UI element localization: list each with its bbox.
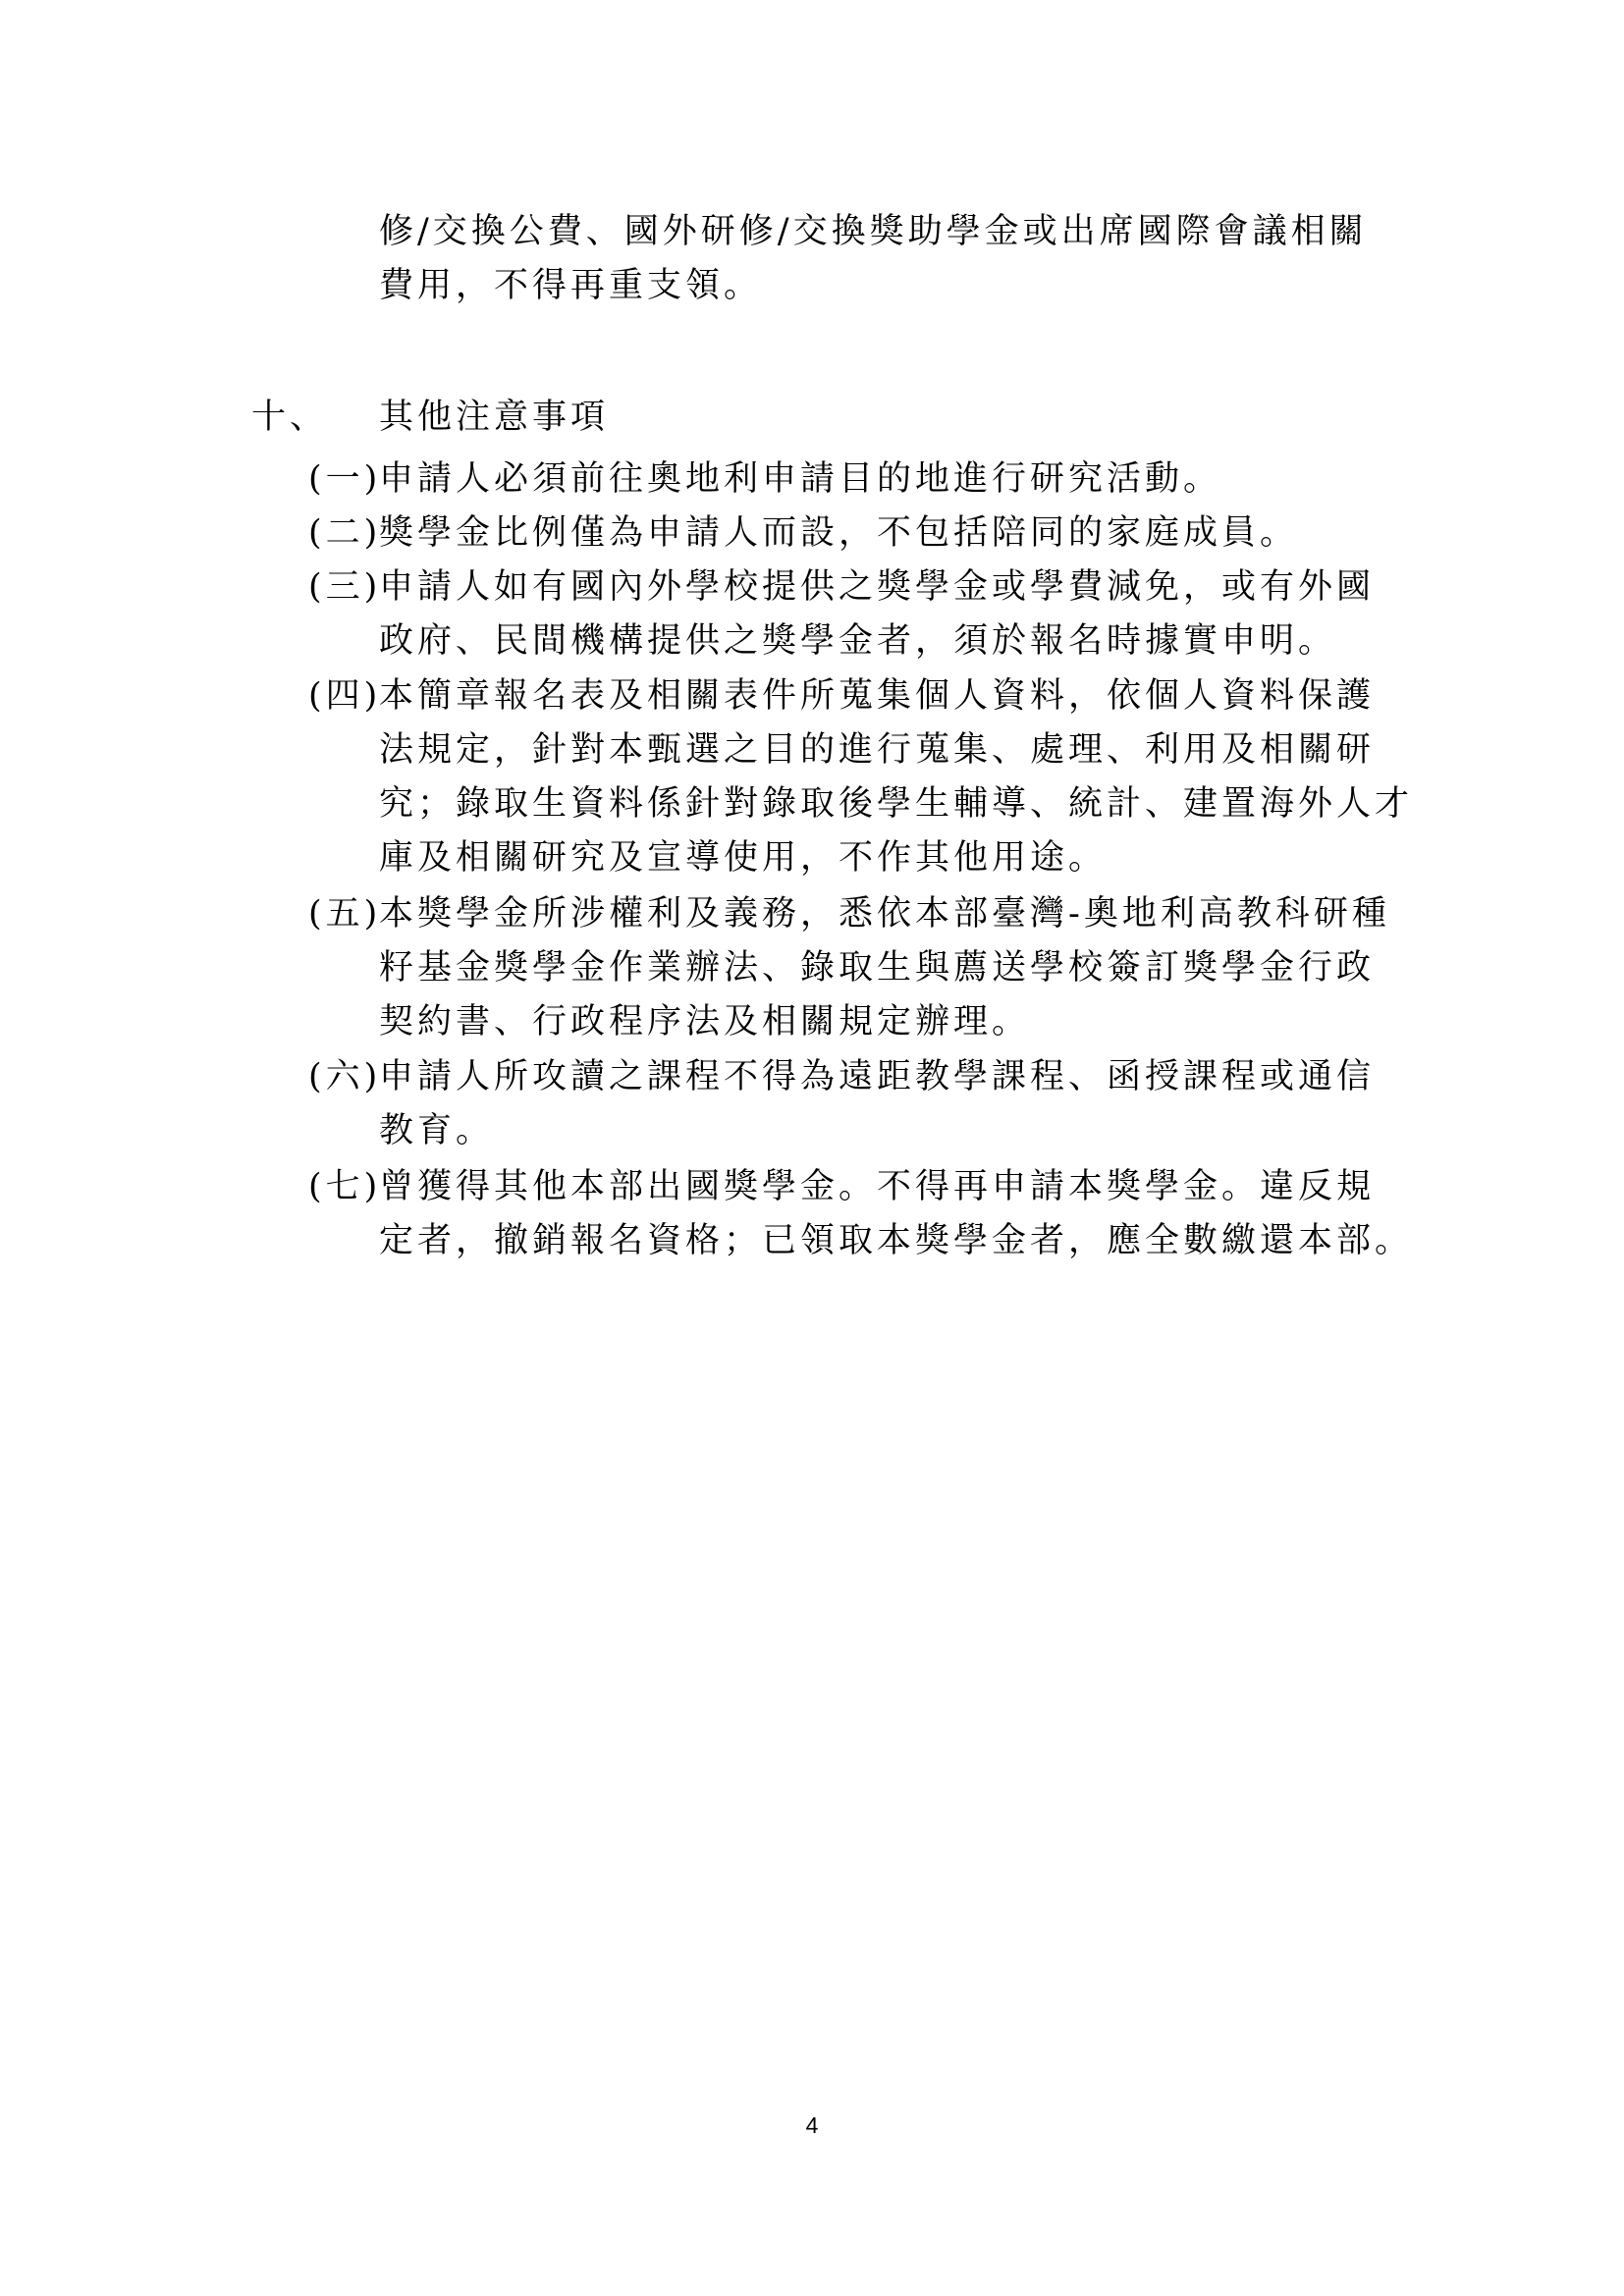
item-4-label: (四) <box>308 676 382 716</box>
item-6-line-2: 教育。 <box>379 1111 495 1150</box>
item-5-label: (五) <box>308 894 382 934</box>
item-6-line-1: 申請人所攻讀之課程不得為遠距教學課程、函授課程或通信 <box>379 1057 1376 1096</box>
item-7-line-1: 曾獲得其他本部出國獎學金。不得再申請本獎學金。違反規 <box>379 1167 1376 1206</box>
previous-item-line-2: 費用，不得再重支領。 <box>379 266 763 305</box>
item-3-label: (三) <box>308 567 382 607</box>
item-5-line-3: 契約書、行政程序法及相關規定辦理。 <box>379 1002 1031 1041</box>
item-6-label: (六) <box>308 1057 382 1096</box>
item-1-line-1: 申請人必須前往奧地利申請目的地進行研究活動。 <box>379 459 1222 499</box>
item-5-line-2: 籽基金獎學金作業辦法、錄取生與薦送學校簽訂獎學金行政 <box>379 948 1376 988</box>
item-2-label: (二) <box>308 513 382 553</box>
section-number: 十、 <box>251 398 329 437</box>
item-4-line-1: 本簡章報名表及相關表件所蒐集個人資料，依個人資料保護 <box>379 676 1376 716</box>
item-4-line-2: 法規定，針對本甄選之目的進行蒐集、處理、利用及相關研 <box>379 730 1376 770</box>
item-7-line-2: 定者，撤銷報名資格；已領取本獎學金者，應全數繳還本部。 <box>379 1221 1414 1260</box>
item-7-label: (七) <box>308 1167 382 1206</box>
item-1-label: (一) <box>308 459 382 499</box>
item-4-line-4: 庫及相關研究及宣導使用，不作其他用途。 <box>379 838 1108 878</box>
item-3-line-2: 政府、民間機構提供之獎學金者，須於報名時據實申明。 <box>379 621 1337 661</box>
page-number: 4 <box>805 2112 819 2138</box>
item-4-line-3: 究；錄取生資料係針對錄取後學生輔導、統計、建置海外人才 <box>379 784 1414 824</box>
item-3-line-1: 申請人如有國內外學校提供之獎學金或學費減免，或有外國 <box>379 567 1376 607</box>
item-5-line-1: 本獎學金所涉權利及義務，悉依本部臺灣-奧地利高教科研種 <box>379 894 1390 934</box>
section-title: 其他注意事項 <box>379 398 610 437</box>
item-2-line-1: 獎學金比例僅為申請人而設，不包括陪同的家庭成員。 <box>379 513 1299 553</box>
previous-item-line-1: 修/交換公費、國外研修/交換獎助學金或出席國際會議相關 <box>379 212 1368 251</box>
